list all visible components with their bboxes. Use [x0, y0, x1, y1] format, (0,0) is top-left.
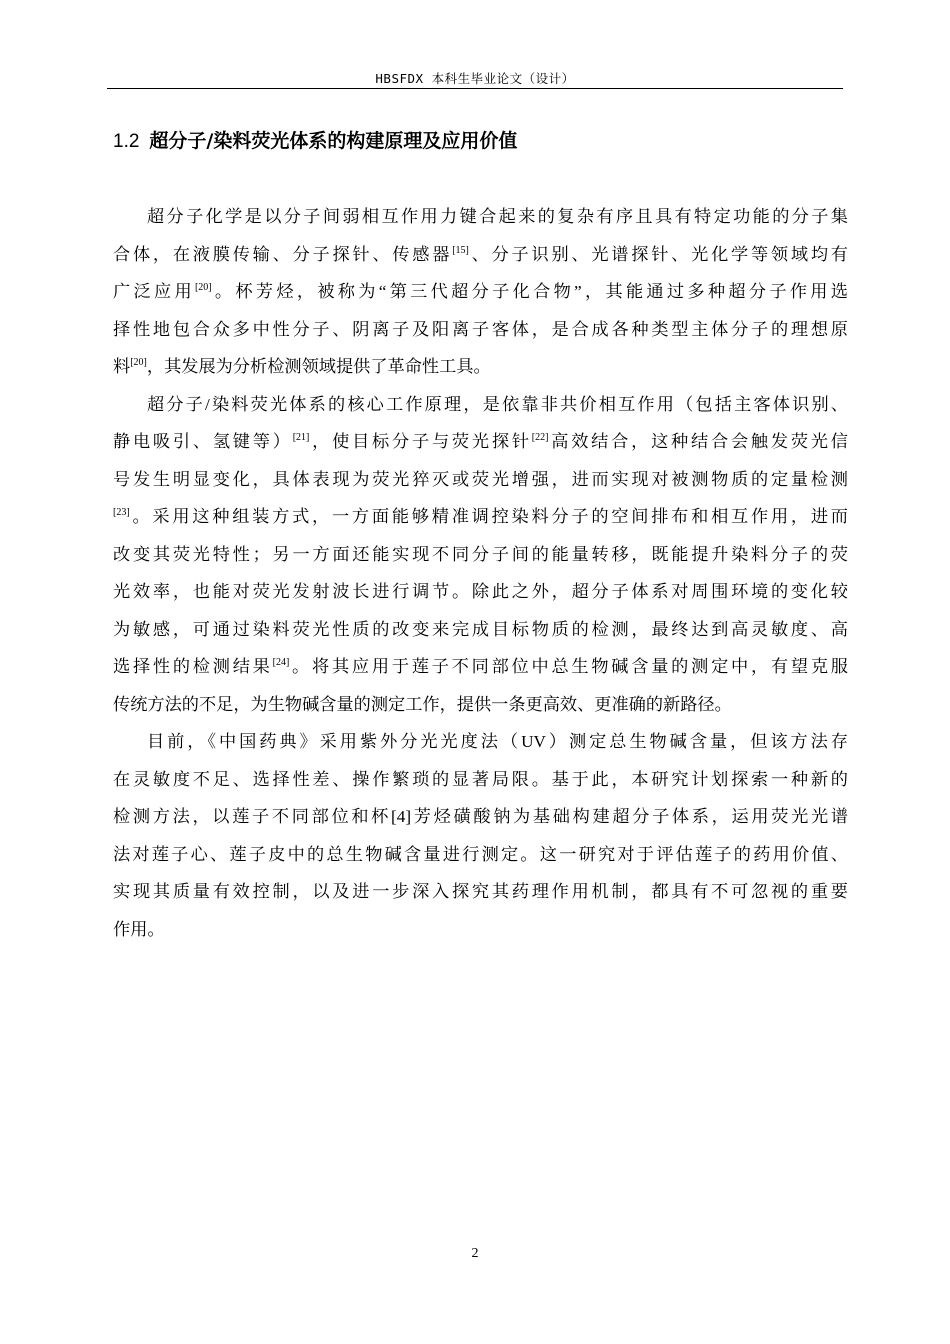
- citation: [20]: [130, 357, 147, 368]
- text-line: 合体，在液膜传输、分子探针、传感器[15]、分子识别、光谱探针、光化学等领域均有: [113, 244, 848, 264]
- header-divider: [107, 88, 843, 89]
- citation: [23]: [113, 507, 130, 518]
- text-line: 料[20]，其发展为分析检测领域提供了革命性工具。: [113, 357, 491, 376]
- text-line: 静电吸引、氢键等）[21]，使目标分子与荧光探针[22]高效结合，这种结合会触发荧光信: [113, 432, 848, 451]
- text-line: 在灵敏度不足、选择性差、操作繁琐的显著局限。基于此，本研究计划探索一种新的: [113, 769, 848, 789]
- citation: [21]: [292, 432, 310, 443]
- text-line: 作用。: [113, 919, 165, 939]
- text-line: [23]。采用这种组装方式，一方面能够精准调控染料分子的空间排布和相互作用，进而: [113, 507, 848, 526]
- paragraph: [113, 198, 848, 386]
- section-title: 超分子/染料荧光体系的构建原理及应用价值: [149, 130, 518, 152]
- text-line: 法对莲子心、莲子皮中的总生物碱含量进行测定。这一研究对于评估莲子的药用价值、: [113, 844, 848, 864]
- text-line: 超分子化学是以分子间弱相互作用力键合起来的复杂有序且具有特定功能的分子集: [147, 207, 848, 226]
- citation: [15]: [452, 244, 469, 256]
- paragraph: [113, 386, 848, 724]
- citation: [20]: [194, 282, 212, 293]
- body-text: [113, 198, 848, 948]
- section-heading: [113, 126, 517, 153]
- text-line: 广泛应用[20]。杯芳烃，被称为“第三代超分子化合物”，其能通过多种超分子作用选: [113, 282, 848, 301]
- text-line: 检测方法，以莲子不同部位和杯[4]芳烃磺酸钠为基础构建超分子体系，运用荧光光谱: [113, 807, 848, 826]
- paragraph: [113, 723, 848, 948]
- text-line: 超分子/染料荧光体系的核心工作原理，是依靠非共价相互作用（包括主客体识别、: [147, 394, 848, 414]
- text-line: 号发生明显变化，具体表现为荧光猝灭或荧光增强，进而实现对被测物质的定量检测: [113, 469, 848, 489]
- text-line: 目前，《中国药典》采用紫外分光光度法（UV）测定总生物碱含量，但该方法存: [147, 732, 848, 751]
- text-line: 传统方法的不足，为生物碱含量的测定工作，提供一条更高效、更准确的新路径。: [113, 694, 732, 714]
- text-line: 改变其荧光特性；另一方面还能实现不同分子间的能量转移，既能提升染料分子的荧: [113, 544, 848, 564]
- text-line: 光效率，也能对荧光发射波长进行调节。除此之外，超分子体系对周围环境的变化较: [113, 582, 848, 601]
- section-number: 1.2: [113, 131, 140, 152]
- running-header: HBSFDX 本科生毕业论文（设计）: [375, 71, 575, 86]
- text-line: 择性地包合众多中性分子、阴离子及阳离子客体，是合成各种类型主体分子的理想原: [113, 319, 848, 339]
- citation: [24]: [272, 657, 290, 668]
- text-line: 选择性的检测结果[24]。将其应用于莲子不同部位中总生物碱含量的测定中，有望克服: [113, 657, 848, 676]
- text-line: 为敏感，可通过染料荧光性质的改变来完成目标物质的检测，最终达到高灵敏度、高: [113, 619, 848, 639]
- text-line: 实现其质量有效控制，以及进一步深入探究其药理作用机制，都具有不可忽视的重要: [113, 882, 848, 901]
- page-number: 2: [471, 1246, 479, 1261]
- citation: [22]: [531, 432, 549, 443]
